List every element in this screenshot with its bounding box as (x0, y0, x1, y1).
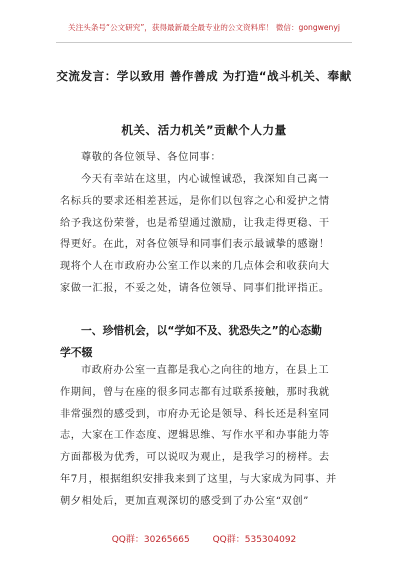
paragraph-2-line: 朝夕相处后，更加直观深切的感受到了办公室“双创” (60, 495, 309, 507)
paragraph-2-line: 方面都极为优秀，可以说叹为观止，是我学习的榜样。去 (60, 452, 330, 464)
paragraph-1-line: 名标兵的要求还相差甚远，是你们以包容之心和爱护之情 (60, 195, 330, 207)
paragraph-2 (60, 360, 350, 513)
paragraph-2-line: 年7月，根据组织安排我来到了这里，与大家成为同事、并 (60, 473, 337, 485)
paragraph-1 (60, 169, 350, 300)
salutation (60, 147, 350, 169)
document-title-line-2: 机关、活力机关”贡献个人力量 (121, 123, 287, 137)
paragraph-2-line: 非常强烈的感受到，市府办无论是领导、科长还是科室同 (60, 408, 330, 420)
footer (0, 532, 408, 545)
paragraph-1-line: 家做一汇报，不妥之处，请各位领导、同事们批评指正。 (60, 282, 330, 294)
section-1-heading (60, 320, 350, 364)
paragraph-2-line: 作期间，曾与在座的很多同志都有过联系接触，那时我就 (60, 386, 330, 398)
paragraph-1-line: 现将个人在市政府办公室工作以来的几点体会和收获向大 (60, 261, 330, 273)
header-banner: 关注头条号“公文研究”，获得最新最全最专业的公文资料库！ 微信：gongwenyj (68, 23, 340, 32)
paragraph-2-line: 市政府办公室一直都是我心之向往的地方，在县上工 (81, 365, 330, 376)
paragraph-1-line: 给予我这份荣誉，也是希望通过激励，让我走得更稳、干 (60, 217, 330, 229)
footer-qq-group-2: QQ群：535304092 (212, 535, 297, 545)
paragraph-2-line: 志，大家在工作态度、逻辑思维、写作水平和办事能力等 (60, 430, 330, 442)
paragraph-1-line: 得更好。在此，对各位领导和同事们表示最诚挚的感谢！ (60, 239, 330, 251)
salutation-text: 尊敬的各位领导、各位同事： (81, 152, 222, 163)
footer-qq-group-1: QQ群：30265665 (111, 535, 190, 545)
header-divider (56, 42, 352, 43)
document-title-line-1: 交流发言：学以致用 善作善成 为打造“战斗机关、奉献 (56, 69, 352, 83)
paragraph-1-line: 今天有幸站在这里，内心诚惶诚恐，我深知自己离一 (81, 174, 330, 185)
section-1-heading-line: 一、珍惜机会，以“学如不及、犹恐失之”的心态勤 (81, 324, 322, 337)
section-1-heading-line: 学不辍 (60, 345, 93, 359)
